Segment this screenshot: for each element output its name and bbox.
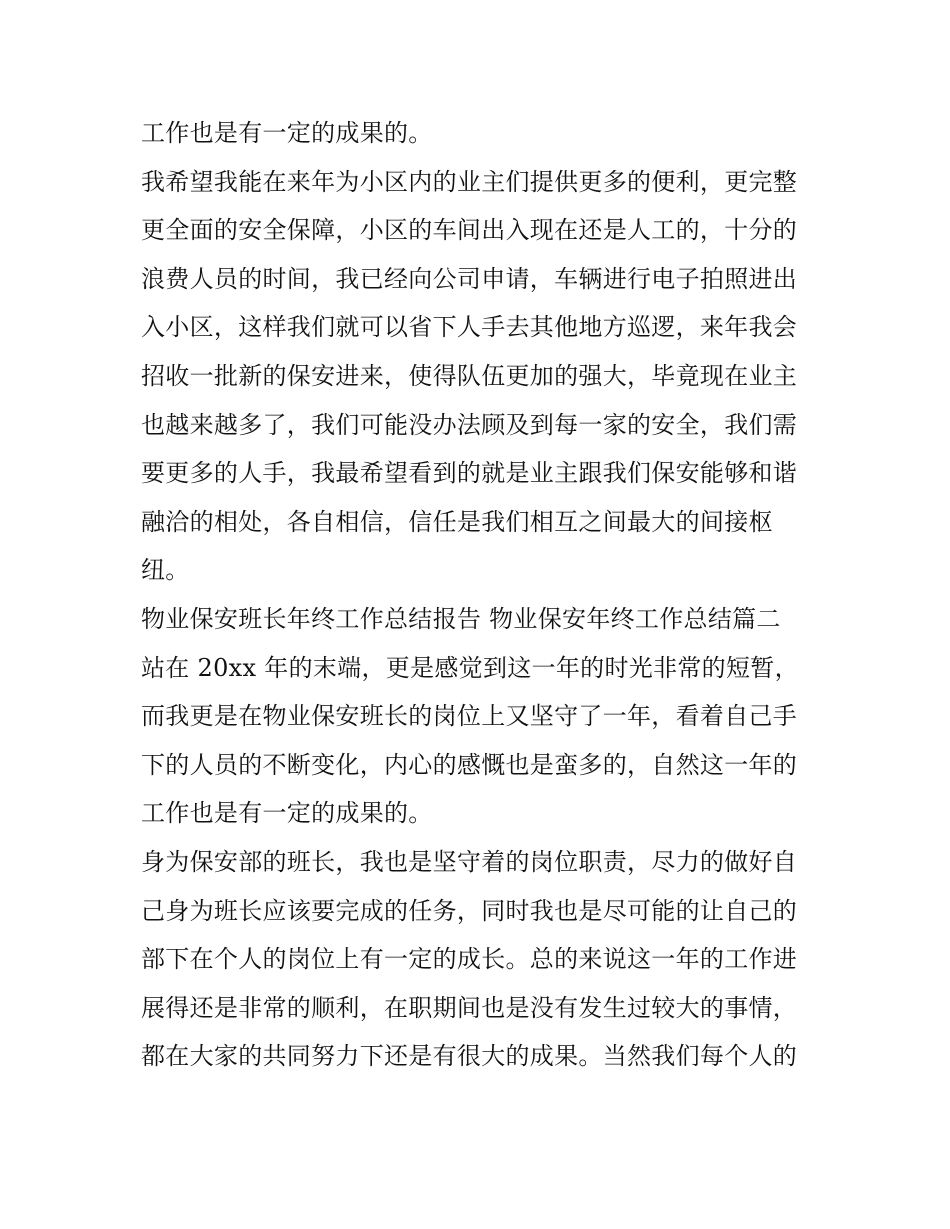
text-line: 融洽的相处，各自相信，信任是我们相互之间最大的间接枢 [141, 507, 773, 536]
text-line: 浪费人员的时间，我已经向公司申请，车辆进行电子拍照进出 [141, 264, 798, 293]
text-line: 入小区，这样我们就可以省下人手去其他地方巡逻，来年我会 [141, 313, 798, 342]
text-line: 也越来越多了，我们可能没办法顾及到每一家的安全，我们需 [141, 410, 798, 439]
section-heading: 物业保安班长年终工作总结报告 物业保安年终工作总结篇二 [141, 604, 781, 633]
text-line: 部下在个人的岗位上有一定的成长。总的来说这一年的工作进 [141, 945, 798, 974]
text-line: 展得还是非常的顺利，在职期间也是没有发生过较大的事情， [141, 993, 798, 1022]
document-body [141, 109, 821, 1081]
text-line: 工作也是有一定的成果的。 [141, 119, 433, 147]
text-line: 要更多的人手，我最希望看到的就是业主跟我们保安能够和谐 [141, 459, 798, 488]
text-line: 而我更是在物业保安班长的岗位上又坚守了一年，看着自己手 [141, 702, 798, 731]
text-line: 更全面的安全保障，小区的车间出入现在还是人工的，十分的 [141, 216, 798, 245]
text-line: 我希望我能在来年为小区内的业主们提供更多的便利，更完整 [141, 167, 798, 196]
text-line: 下的人员的不断变化，内心的感慨也是蛮多的，自然这一年的 [141, 750, 798, 779]
text-line: 招收一批新的保安进来，使得队伍更加的强大，毕竟现在业主 [141, 361, 798, 390]
text-line: 工作也是有一定的成果的。 [141, 799, 433, 828]
text-line: 都在大家的共同努力下还是有很大的成果。当然我们每个人的 [141, 1042, 798, 1071]
text-line: 纽。 [141, 556, 190, 585]
text-line: 身为保安部的班长，我也是坚守着的岗位职责，尽力的做好自 [141, 847, 798, 876]
text-line: 己身为班长应该要完成的任务，同时我也是尽可能的让自己的 [141, 896, 798, 925]
text-line: 站在 20xx 年的末端，更是感觉到这一年的时光非常的短暂， [141, 653, 799, 682]
